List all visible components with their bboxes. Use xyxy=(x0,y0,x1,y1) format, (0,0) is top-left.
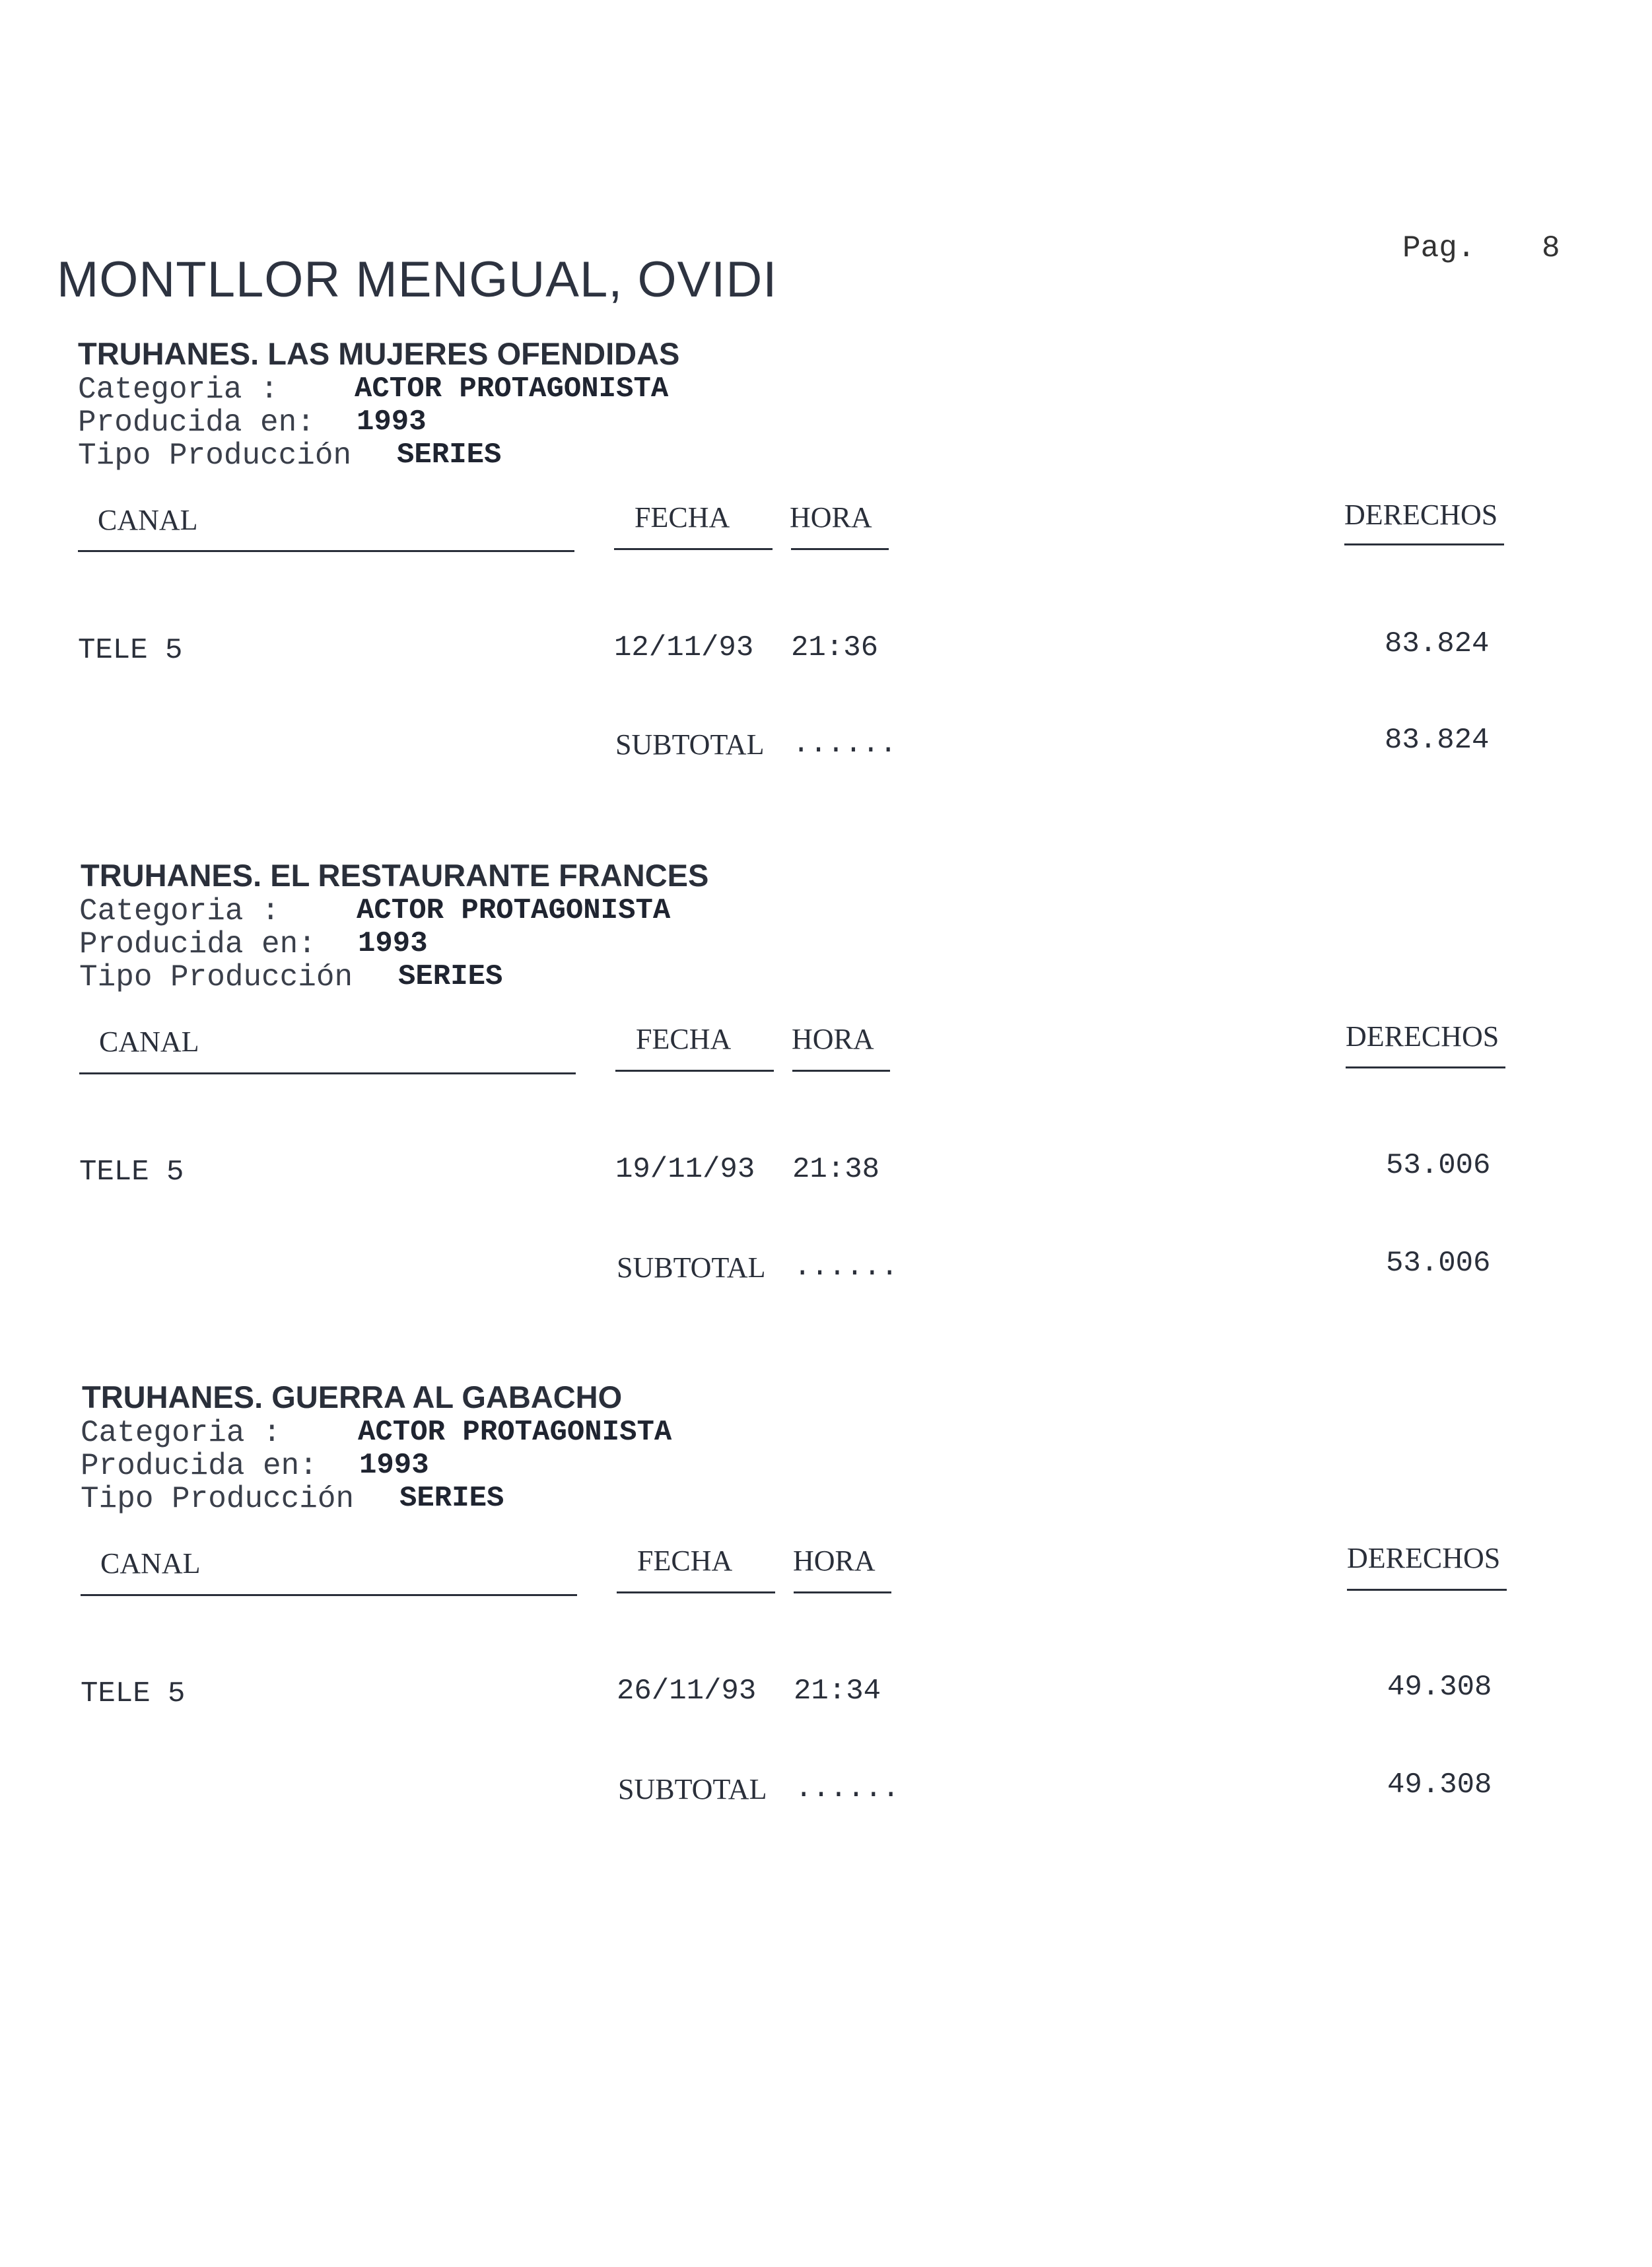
derechos-cell: 83.824 xyxy=(1385,627,1490,660)
fecha-header: FECHA xyxy=(636,1023,732,1055)
hora-cell: 21:34 xyxy=(794,1675,881,1708)
production-title: TRUHANES. GUERRA AL GABACHO xyxy=(82,1379,623,1414)
tipo-label: Tipo Producción xyxy=(79,960,353,994)
hora-rule xyxy=(794,1591,891,1593)
hora-rule xyxy=(792,1070,890,1072)
producida-value: 1993 xyxy=(359,1449,429,1482)
tipo-line xyxy=(79,960,353,994)
tipo-label: Tipo Producción xyxy=(78,438,352,473)
canal-header: CANAL xyxy=(99,1026,199,1058)
derechos-rule xyxy=(1347,1589,1507,1591)
derechos-header: DERECHOS xyxy=(1346,1020,1499,1053)
subtotal-label: SUBTOTAL xyxy=(615,728,765,761)
tipo-line xyxy=(81,1482,354,1516)
tipo-value: SERIES xyxy=(398,960,503,993)
categoria-label: Categoria : xyxy=(79,894,280,928)
categoria-value: ACTOR PROTAGONISTA xyxy=(355,372,669,405)
production-title: TRUHANES. EL RESTAURANTE FRANCES xyxy=(81,858,709,893)
subtotal-value: 83.824 xyxy=(1385,724,1490,757)
producida-line xyxy=(79,927,316,961)
producida-value: 1993 xyxy=(358,927,428,960)
canal-header: CANAL xyxy=(98,504,198,536)
producida-label: Producida en: xyxy=(78,405,315,440)
categoria-label: Categoria : xyxy=(78,372,279,407)
derechos-cell: 53.006 xyxy=(1386,1149,1491,1182)
producida-line xyxy=(78,405,315,440)
canal-header: CANAL xyxy=(100,1547,201,1580)
canal-rule xyxy=(81,1594,577,1596)
subtotal-dots: ...... xyxy=(792,728,897,761)
tipo-line xyxy=(78,438,351,473)
derechos-rule xyxy=(1344,543,1504,545)
producida-label: Producida en: xyxy=(81,1449,318,1483)
production-title: TRUHANES. LAS MUJERES OFENDIDAS xyxy=(78,336,680,371)
hora-header: HORA xyxy=(793,1545,876,1577)
production-section xyxy=(0,857,1652,1359)
canal-cell: TELE 5 xyxy=(81,1677,186,1710)
fecha-rule xyxy=(617,1591,775,1593)
producida-label: Producida en: xyxy=(79,927,316,961)
categoria-label: Categoria : xyxy=(81,1416,281,1450)
producida-value: 1993 xyxy=(357,405,427,438)
fecha-rule xyxy=(614,548,773,550)
fecha-rule xyxy=(615,1070,774,1072)
subtotal-value: 53.006 xyxy=(1386,1247,1491,1280)
subtotal-dots: ...... xyxy=(794,1251,899,1284)
subtotal-value: 49.308 xyxy=(1387,1768,1492,1801)
derechos-rule xyxy=(1346,1066,1505,1068)
canal-rule xyxy=(79,1072,576,1074)
page-label: Pag. xyxy=(1402,231,1476,265)
subtotal-label: SUBTOTAL xyxy=(617,1251,766,1284)
hora-cell: 21:38 xyxy=(792,1153,880,1186)
fecha-header: FECHA xyxy=(637,1545,733,1577)
categoria-value: ACTOR PROTAGONISTA xyxy=(357,894,671,927)
canal-rule xyxy=(78,550,574,552)
categoria-line xyxy=(79,894,280,928)
tipo-value: SERIES xyxy=(397,438,502,471)
derechos-header: DERECHOS xyxy=(1344,499,1498,531)
subtotal-label: SUBTOTAL xyxy=(618,1773,767,1805)
derechos-header: DERECHOS xyxy=(1347,1542,1501,1574)
canal-cell: TELE 5 xyxy=(78,634,183,667)
subtotal-dots: ...... xyxy=(795,1772,900,1805)
canal-cell: TELE 5 xyxy=(79,1156,184,1189)
production-section xyxy=(0,335,1652,837)
producida-line xyxy=(81,1449,318,1483)
page-number: 8 xyxy=(1542,231,1560,265)
categoria-line xyxy=(81,1416,281,1450)
fecha-cell: 12/11/93 xyxy=(614,631,754,664)
fecha-header: FECHA xyxy=(635,501,730,534)
tipo-value: SERIES xyxy=(399,1482,504,1515)
hora-header: HORA xyxy=(790,501,872,534)
fecha-cell: 19/11/93 xyxy=(615,1153,755,1186)
categoria-value: ACTOR PROTAGONISTA xyxy=(358,1416,672,1449)
hora-header: HORA xyxy=(792,1023,874,1055)
hora-rule xyxy=(791,548,889,550)
categoria-line xyxy=(78,372,279,407)
production-section xyxy=(0,1379,1652,1881)
derechos-cell: 49.308 xyxy=(1387,1671,1492,1704)
hora-cell: 21:36 xyxy=(791,631,879,664)
fecha-cell: 26/11/93 xyxy=(617,1675,757,1708)
person-name: MONTLLOR MENGUAL, OVIDI xyxy=(57,252,778,308)
tipo-label: Tipo Producción xyxy=(81,1482,355,1516)
